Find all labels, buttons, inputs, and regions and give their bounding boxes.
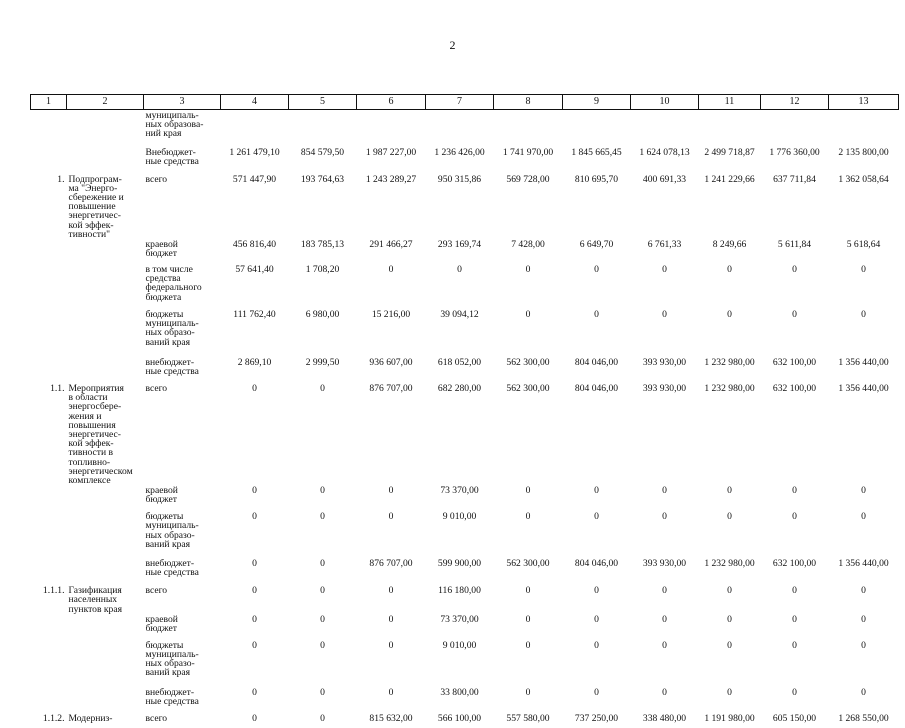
- value-cell: 569 728,00: [506, 173, 550, 185]
- value-cell: 0: [662, 485, 667, 497]
- value-cell: 618 052,00: [437, 356, 482, 368]
- value-cell: 73 370,00: [440, 613, 479, 625]
- funding-source: внебюджет- ные средства: [145, 356, 199, 378]
- value-cell: 0: [525, 639, 531, 651]
- row-number: [31, 239, 67, 264]
- value-cell: 1 624 078,13: [639, 146, 690, 158]
- value-cell: 39 094,12: [440, 308, 479, 320]
- value-cell: 393 930,00: [642, 382, 687, 394]
- funding-source: всего: [145, 382, 168, 394]
- table-row: [31, 264, 899, 309]
- row-number: 1.1.1.: [42, 585, 65, 597]
- row-number: [31, 309, 67, 357]
- value-cell: 0: [252, 558, 257, 570]
- value-cell: 0: [792, 613, 797, 625]
- value-cell: 1 356 440,00: [838, 558, 889, 570]
- value-cell: 0: [861, 686, 866, 698]
- table-row: [31, 147, 899, 174]
- column-header-3: 3: [144, 95, 221, 110]
- value-cell: 2 999,50: [305, 356, 340, 368]
- table-row: [31, 383, 899, 485]
- value-cell: 1 708,20: [305, 263, 340, 275]
- value-cell: 0: [320, 712, 325, 724]
- funding-source: краевой бюджет: [145, 613, 178, 634]
- table-row: [31, 585, 899, 614]
- value-cell: 566 100,00: [437, 712, 482, 724]
- column-header-12: 12: [761, 95, 829, 110]
- value-cell: 557 580,00: [506, 712, 550, 724]
- value-cell: 0: [727, 511, 732, 523]
- program-name: [67, 239, 144, 264]
- value-cell: 0: [594, 639, 599, 651]
- budget-table: [30, 94, 899, 728]
- column-header-9: 9: [563, 95, 631, 110]
- column-header-1: 1: [31, 95, 67, 110]
- value-cell: 950 315,86: [437, 173, 482, 185]
- funding-source: краевой бюджет: [145, 485, 178, 506]
- value-cell: 571 447,90: [232, 173, 277, 185]
- value-cell: 0: [525, 485, 531, 497]
- funding-source: в том числе средства федерального бюджета: [145, 263, 202, 303]
- value-cell: [289, 110, 357, 147]
- table-row: [31, 511, 899, 558]
- value-cell: 0: [727, 308, 732, 320]
- value-cell: 0: [457, 263, 462, 275]
- value-cell: 810 695,70: [574, 173, 619, 185]
- value-cell: 0: [662, 613, 667, 625]
- table-row: [31, 174, 899, 239]
- value-cell: 0: [727, 485, 732, 497]
- row-number: [31, 485, 67, 511]
- value-cell: 936 607,00: [369, 356, 413, 368]
- column-header-13: 13: [829, 95, 899, 110]
- value-cell: 1 261 479,10: [229, 146, 280, 158]
- value-cell: 682 280,00: [437, 382, 482, 394]
- value-cell: 0: [792, 485, 797, 497]
- value-cell: 605 150,00: [772, 712, 817, 724]
- value-cell: 0: [525, 263, 531, 275]
- value-cell: 183 785,13: [300, 238, 345, 250]
- value-cell: 291 466,27: [369, 238, 413, 250]
- value-cell: 1 362 058,64: [838, 173, 889, 185]
- program-name: [67, 614, 144, 640]
- program-name: [67, 558, 144, 585]
- value-cell: 0: [861, 613, 866, 625]
- column-header-10: 10: [631, 95, 699, 110]
- value-cell: 116 180,00: [438, 585, 481, 597]
- value-cell: 393 930,00: [642, 356, 687, 368]
- program-name: Мероприятия в области энергосбере- жения и повышения энергетичес- кой эффек- тивности в топливно- энергетическом комплексе: [68, 382, 133, 486]
- funding-source: муниципаль- ных образова- ний края: [145, 110, 204, 140]
- table-row: [31, 713, 899, 728]
- value-cell: 0: [252, 712, 257, 724]
- value-cell: 0: [525, 585, 531, 597]
- row-number: [31, 511, 67, 558]
- table-row: [31, 357, 899, 383]
- value-cell: 0: [861, 639, 866, 651]
- value-cell: 0: [525, 613, 531, 625]
- value-cell: 0: [727, 613, 732, 625]
- value-cell: 0: [662, 511, 667, 523]
- program-name: [67, 485, 144, 511]
- value-cell: 0: [388, 263, 394, 275]
- table-row: [31, 110, 899, 147]
- value-cell: 804 046,00: [574, 382, 619, 394]
- value-cell: 0: [388, 585, 394, 597]
- value-cell: 0: [727, 639, 732, 651]
- value-cell: 1 987 227,00: [365, 146, 417, 158]
- column-header-4: 4: [221, 95, 289, 110]
- value-cell: 5 611,84: [777, 238, 812, 250]
- value-cell: 0: [861, 511, 866, 523]
- table-row: [31, 614, 899, 640]
- row-number: [31, 614, 67, 640]
- value-cell: 0: [320, 511, 325, 523]
- value-cell: [829, 110, 899, 147]
- value-cell: 15 216,00: [371, 308, 411, 320]
- funding-source: всего: [145, 585, 168, 597]
- value-cell: 9 010,00: [442, 639, 477, 651]
- value-cell: 0: [727, 263, 732, 275]
- column-header-5: 5: [289, 95, 357, 110]
- value-cell: 0: [662, 263, 667, 275]
- value-cell: 0: [727, 585, 732, 597]
- column-header-2: 2: [67, 95, 144, 110]
- value-cell: 1 191 980,00: [704, 712, 755, 724]
- value-cell: 876 707,00: [369, 382, 413, 394]
- value-cell: [563, 110, 631, 147]
- value-cell: [221, 110, 289, 147]
- funding-source: Внебюджет- ные средства: [145, 146, 199, 167]
- value-cell: 0: [594, 686, 599, 698]
- funding-source: внебюджет- ные средства: [145, 686, 199, 707]
- value-cell: 0: [594, 485, 599, 497]
- program-name: [67, 147, 144, 174]
- value-cell: 6 980,00: [305, 308, 340, 320]
- value-cell: 0: [792, 263, 797, 275]
- value-cell: 0: [320, 613, 325, 625]
- funding-source: внебюджет- ные средства: [145, 558, 199, 579]
- value-cell: 0: [594, 585, 599, 597]
- value-cell: 632 100,00: [772, 558, 817, 570]
- value-cell: 111 762,40: [233, 308, 276, 320]
- value-cell: 456 816,40: [232, 238, 277, 250]
- row-number: 1.1.: [50, 382, 65, 394]
- value-cell: 0: [320, 382, 325, 394]
- row-number: [31, 558, 67, 585]
- value-cell: 0: [320, 585, 325, 597]
- value-cell: 0: [388, 613, 394, 625]
- value-cell: [699, 110, 761, 147]
- value-cell: 0: [252, 639, 257, 651]
- program-name: [67, 687, 144, 713]
- row-number: [31, 357, 67, 383]
- program-name: [67, 640, 144, 687]
- row-number: 1.1.2.: [42, 712, 65, 724]
- value-cell: 400 691,33: [642, 173, 687, 185]
- value-cell: 562 300,00: [506, 558, 550, 570]
- value-cell: 393 930,00: [642, 558, 687, 570]
- table-header-row: [31, 95, 899, 110]
- value-cell: 1 845 665,45: [571, 146, 622, 158]
- value-cell: 632 100,00: [772, 382, 817, 394]
- value-cell: 0: [320, 639, 325, 651]
- value-cell: 0: [252, 382, 257, 394]
- column-header-6: 6: [357, 95, 426, 110]
- page-number: 2: [449, 38, 456, 52]
- value-cell: 1 268 550,00: [838, 712, 889, 724]
- value-cell: 562 300,00: [506, 382, 550, 394]
- value-cell: 0: [320, 558, 325, 570]
- value-cell: 0: [320, 686, 325, 698]
- value-cell: 2 499 718,87: [704, 146, 755, 158]
- value-cell: 0: [792, 686, 797, 698]
- value-cell: 0: [388, 485, 394, 497]
- value-cell: 0: [662, 639, 667, 651]
- table-row: [31, 239, 899, 264]
- value-cell: 0: [320, 485, 325, 497]
- value-cell: [494, 110, 563, 147]
- table-row: [31, 687, 899, 713]
- value-cell: 1 356 440,00: [838, 356, 889, 368]
- program-name: [67, 110, 144, 147]
- value-cell: 1 232 980,00: [704, 382, 755, 394]
- value-cell: 193 764,63: [300, 173, 345, 185]
- value-cell: 293 169,74: [437, 238, 482, 250]
- table-row: [31, 640, 899, 687]
- row-number: [31, 264, 67, 309]
- value-cell: 876 707,00: [369, 558, 413, 570]
- funding-source: бюджеты муниципаль- ных образо- ваний края: [145, 308, 199, 348]
- value-cell: 6 761,33: [647, 238, 682, 250]
- value-cell: 0: [594, 511, 599, 523]
- value-cell: 1 241 229,66: [704, 173, 755, 185]
- value-cell: 0: [662, 585, 667, 597]
- value-cell: 1 243 289,27: [365, 173, 417, 185]
- value-cell: 0: [388, 686, 394, 698]
- value-cell: 0: [252, 686, 257, 698]
- row-number: [31, 110, 67, 147]
- value-cell: 0: [594, 613, 599, 625]
- program-name: Модерниз-: [68, 712, 113, 724]
- value-cell: 599 900,00: [437, 558, 482, 570]
- value-cell: 33 800,00: [440, 686, 479, 698]
- value-cell: [631, 110, 699, 147]
- funding-source: всего: [145, 173, 168, 185]
- value-cell: 804 046,00: [574, 356, 619, 368]
- table-row: [31, 485, 899, 511]
- funding-source: бюджеты муниципаль- ных образо- ваний края: [145, 639, 199, 679]
- value-cell: 562 300,00: [506, 356, 550, 368]
- value-cell: 0: [525, 511, 531, 523]
- value-cell: 637 711,84: [773, 173, 816, 185]
- value-cell: [426, 110, 494, 147]
- value-cell: 1 741 970,00: [502, 146, 554, 158]
- value-cell: [357, 110, 426, 147]
- value-cell: 0: [861, 585, 866, 597]
- column-header-11: 11: [699, 95, 761, 110]
- value-cell: 338 480,00: [642, 712, 687, 724]
- value-cell: 0: [252, 613, 257, 625]
- row-number: 1.: [57, 173, 65, 185]
- value-cell: 1 356 440,00: [838, 382, 889, 394]
- value-cell: 0: [525, 686, 531, 698]
- value-cell: 1 236 426,00: [434, 146, 485, 158]
- value-cell: 0: [662, 686, 667, 698]
- program-name: [67, 357, 144, 383]
- value-cell: 815 632,00: [369, 712, 413, 724]
- value-cell: 6 649,70: [579, 238, 614, 250]
- value-cell: 1 232 980,00: [704, 356, 755, 368]
- value-cell: 0: [792, 639, 797, 651]
- column-header-7: 7: [426, 95, 494, 110]
- column-header-8: 8: [494, 95, 563, 110]
- value-cell: 7 428,00: [511, 238, 545, 250]
- program-name: [67, 511, 144, 558]
- value-cell: 5 618,64: [846, 238, 881, 250]
- row-number: [31, 687, 67, 713]
- value-cell: 0: [594, 308, 599, 320]
- value-cell: 0: [861, 263, 866, 275]
- value-cell: 0: [662, 308, 667, 320]
- value-cell: 2 869,10: [237, 356, 272, 368]
- program-name: Подпрограм- ма "Энерго- сбережение и повышение энергетичес- кой эффек- тивности": [68, 173, 124, 240]
- value-cell: 73 370,00: [440, 485, 479, 497]
- value-cell: 0: [525, 308, 531, 320]
- value-cell: 0: [252, 511, 257, 523]
- value-cell: 804 046,00: [574, 558, 619, 570]
- value-cell: 737 250,00: [574, 712, 619, 724]
- program-name: [67, 309, 144, 357]
- value-cell: 0: [388, 639, 394, 651]
- value-cell: 0: [252, 585, 257, 597]
- funding-source: всего: [145, 712, 168, 724]
- value-cell: 57 641,40: [235, 263, 274, 275]
- value-cell: 0: [594, 263, 599, 275]
- value-cell: 0: [861, 308, 866, 320]
- value-cell: 0: [388, 511, 394, 523]
- value-cell: 2 135 800,00: [838, 146, 889, 158]
- value-cell: 632 100,00: [772, 356, 817, 368]
- program-name: [67, 264, 144, 309]
- funding-source: краевой бюджет: [145, 238, 178, 260]
- value-cell: 1 232 980,00: [704, 558, 755, 570]
- value-cell: 0: [252, 485, 257, 497]
- value-cell: 0: [792, 585, 797, 597]
- funding-source: бюджеты муниципаль- ных образо- ваний края: [145, 511, 199, 550]
- table-row: [31, 558, 899, 585]
- value-cell: 8 249,66: [712, 238, 747, 250]
- value-cell: 854 579,50: [300, 146, 345, 158]
- table-row: [31, 309, 899, 357]
- row-number: [31, 640, 67, 687]
- value-cell: 9 010,00: [442, 511, 477, 523]
- value-cell: 0: [792, 511, 797, 523]
- value-cell: 0: [727, 686, 732, 698]
- value-cell: 0: [861, 485, 866, 497]
- value-cell: 0: [792, 308, 797, 320]
- program-name: Газификация населенных пунктов края: [68, 585, 123, 615]
- row-number: [31, 147, 67, 174]
- value-cell: 1 776 360,00: [769, 146, 820, 158]
- value-cell: [761, 110, 829, 147]
